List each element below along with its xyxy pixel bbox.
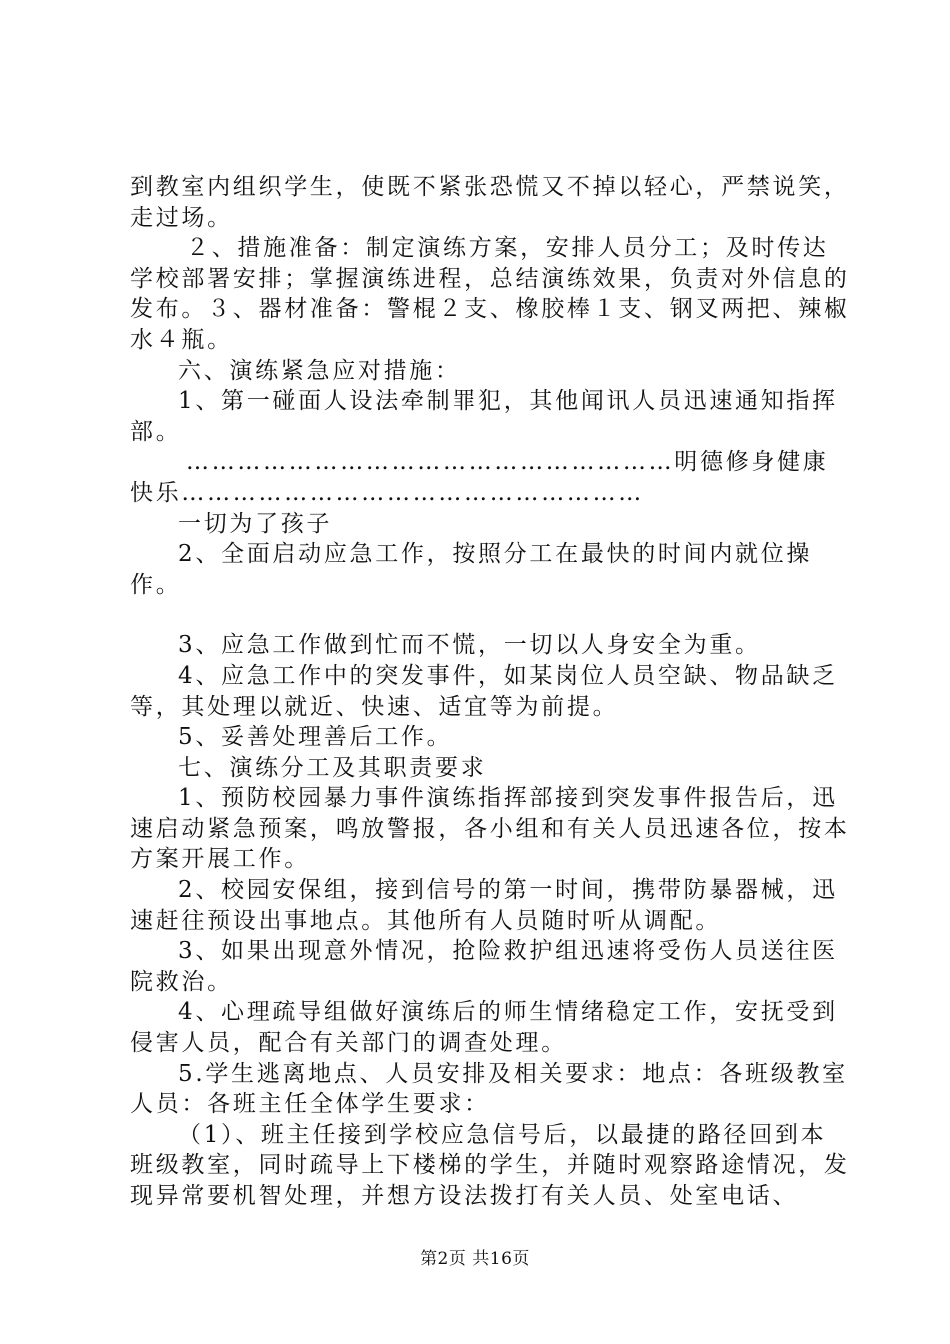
paragraph-duty-2: 2、校园安保组，接到信号的第一时间，携带防暴器械，迅速赶往预设出事地点。其他所有人员随时听从调配。 xyxy=(130,877,838,934)
page-number-footer: 第2页 共16页 xyxy=(420,1249,530,1269)
section-heading-emergency-measures: 六、演练紧急应对措施： xyxy=(178,357,461,384)
paragraph-duty-1: 1、预防校园暴力事件演练指挥部接到突发事件报告后，迅速启动紧急预案，鸣放警报，各小组和有关人员迅速各位，按本方案开展工作。 xyxy=(130,785,850,873)
paragraph-duty-5: 5.学生逃离地点、人员安排及相关要求：地点：各班级教室人员：各班主任全体学生要求： xyxy=(130,1060,848,1118)
paragraph-measure-4: 4、应急工作中的突发事件，如某岗位人员空缺、物品缺乏等，其处理以就近、快速、适宜等为前提。 xyxy=(130,662,838,720)
paragraph-measure-5: 5、妥善处理善后工作。 xyxy=(178,724,453,751)
paragraph-measures-equipment: ２、措施准备：制定演练方案，安排人员分工；及时传达学校部署安排；掌握演练进程，总结演练效果，负责对外信息的发布。３、器材准备：警棍２支、橡胶棒１支、钢叉两把、辣椒水４瓶。 xyxy=(130,235,850,353)
section-heading-duties: 七、演练分工及其职责要求 xyxy=(178,754,487,781)
paragraph-requirement-1: （1）、班主任接到学校应急信号后，以最捷的路径回到本班级教室，同时疏导上下楼梯的学生，并随时观察路途情况，发现异常要机智处理，并想方设法拨打有关人员、处室电话、 xyxy=(130,1121,850,1209)
paragraph-intro-continuation: 到教室内组织学生，使既不紧张恐慌又不掉以轻心，严禁说笑，走过场。 xyxy=(130,174,850,231)
paragraph-measure-3: 3、应急工作做到忙而不慌，一切以人身安全为重。 xyxy=(178,632,761,659)
paragraph-measure-1: 1、第一碰面人设法牵制罪犯，其他闻讯人员迅速通知指挥部。 xyxy=(130,388,838,445)
header-motto-line: …………………………………………………明德修身健康快乐……………………………………………… xyxy=(130,449,829,506)
paragraph-duty-3: 3、如果出现意外情况，抢险救护组迅速将受伤人员送往医院救治。 xyxy=(130,938,838,995)
document-body xyxy=(130,172,850,1212)
paragraph-measure-2: 2、全面启动应急工作，按照分工在最快的时间内就位操作。 xyxy=(130,541,813,598)
header-slogan: 一切为了孩子 xyxy=(178,510,333,537)
paragraph-duty-4: 4、心理疏导组做好演练后的师生情绪稳定工作，安抚受到侵害人员，配合有关部门的调查处理。 xyxy=(130,999,838,1057)
